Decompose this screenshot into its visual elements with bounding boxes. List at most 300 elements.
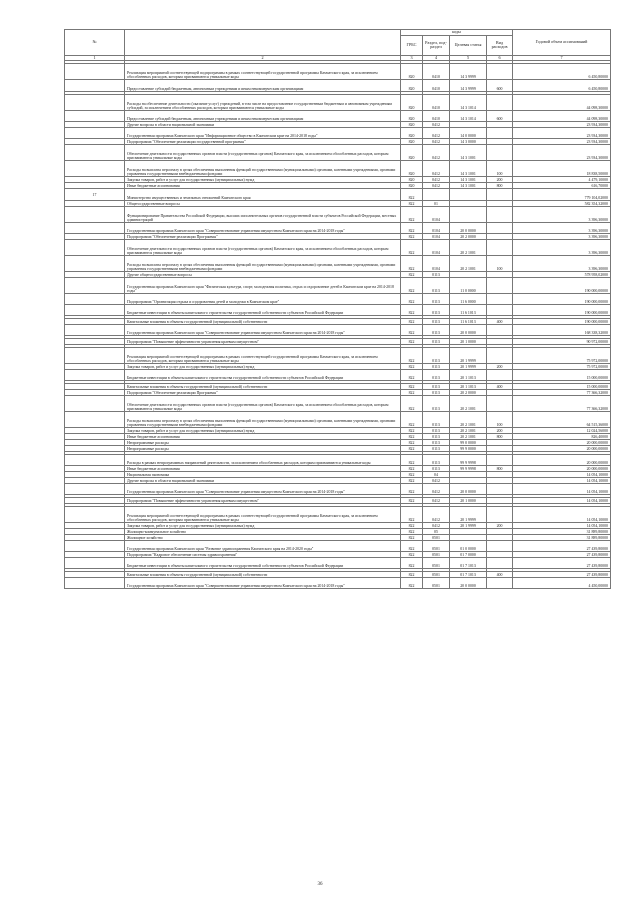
row-amount: 6 450,80000 (513, 80, 611, 92)
row-target: 14 3 1001 (450, 177, 487, 183)
table-row (65, 396, 611, 412)
row-grbs: 822 (401, 578, 423, 589)
row-number (65, 294, 125, 305)
row-section: 0412 (423, 128, 450, 139)
row-target: 20 2 1001 (450, 428, 487, 434)
row-section: 0501 (423, 535, 450, 541)
row-section: 05 (423, 529, 450, 535)
row-grbs: 822 (401, 541, 423, 552)
row-target: 20 2 1001 (450, 256, 487, 272)
row-section: 0113 (423, 339, 450, 345)
row-number (65, 80, 125, 92)
row-section: 0113 (423, 370, 450, 381)
row-number (65, 161, 125, 177)
row-section: 0410 (423, 64, 450, 80)
row-target: 20 2 0000 (450, 234, 487, 240)
row-name: Министерство имущественных и земельных отношений Камчатского края (125, 189, 401, 201)
row-target: 14 3 1014 (450, 95, 487, 111)
row-section: 0412 (423, 161, 450, 177)
table-row (65, 325, 611, 336)
table-row (65, 412, 611, 428)
row-amount: 3 396,30000 (513, 240, 611, 256)
row-target: 11 0 0000 (450, 278, 487, 294)
row-number: 17 (65, 189, 125, 201)
row-section: 0104 (423, 223, 450, 234)
row-name: Иные бюджетные ассигнования (125, 434, 401, 440)
row-grbs: 820 (401, 145, 423, 161)
table-row (65, 348, 611, 364)
row-grbs: 822 (401, 325, 423, 336)
row-grbs: 822 (401, 446, 423, 452)
header-section: Раздел, под-раздел (423, 35, 450, 55)
row-vid: 200 (487, 523, 513, 529)
row-section: 0113 (423, 466, 450, 472)
row-section: 0113 (423, 348, 450, 364)
row-amount: 44 098,30000 (513, 95, 611, 111)
row-name: Предоставление субсидий бюджетным, автономным учреждениям и иным некоммерческим организациям (125, 111, 401, 122)
row-target: 14 3 9999 (450, 64, 487, 80)
header-target: Целевая статья (450, 35, 487, 55)
row-name: Расходы на выплаты персоналу в целях обеспечения выполнения функций государственными (муниципальными) органами, казенными учреждениями, органами управления государственными внебюджетными фондами (125, 161, 401, 177)
row-grbs: 822 (401, 535, 423, 541)
row-vid (487, 305, 513, 316)
row-name: Функционирование Правительства Российской Федерации, высших исполнительных органов государственной власти субъектов Российской Федерации, местных администраций (125, 207, 401, 223)
row-name: Подпрограмма "Кадровое обеспечение системы здравоохранения" (125, 552, 401, 558)
row-number (65, 111, 125, 122)
row-target: 99 0 0000 (450, 440, 487, 446)
table-row (65, 64, 611, 80)
row-amount: 64 515,36000 (513, 412, 611, 428)
row-section: 0412 (423, 177, 450, 183)
row-target (450, 189, 487, 201)
row-grbs: 822 (401, 396, 423, 412)
row-grbs: 822 (401, 189, 423, 201)
row-grbs: 820 (401, 139, 423, 145)
header-no: № (65, 30, 125, 56)
row-name: Расходы на обеспечение деятельности (оказание услуг) учреждений, в том числе на предоставление государственным бюджетным и автономным учреждениям субсидий, за исключением обособленных расходов, которым присваиваются уникальные коды (125, 95, 401, 111)
row-amount: 27 439,80000 (513, 572, 611, 578)
row-amount: 190 000,00000 (513, 294, 611, 305)
row-name: Другие вопросы в области национальной экономики (125, 478, 401, 484)
row-vid: 400 (487, 319, 513, 325)
row-grbs: 822 (401, 278, 423, 294)
table-row (65, 370, 611, 381)
row-section: 0113 (423, 412, 450, 428)
budget-table-sheet (64, 29, 610, 589)
row-amount: 14 054,10000 (513, 484, 611, 495)
row-target: 99 9 9998 (450, 466, 487, 472)
row-grbs: 822 (401, 256, 423, 272)
colnum: 2 (125, 55, 401, 61)
row-section: 0410 (423, 80, 450, 92)
row-target: 20 0 0000 (450, 325, 487, 336)
row-amount: 3 396,30000 (513, 256, 611, 272)
table-row (65, 189, 611, 201)
row-section: 0104 (423, 234, 450, 240)
row-target: 20 2 1001 (450, 240, 487, 256)
row-name: Подпрограмма "Обеспечение реализации государственной программы" (125, 139, 401, 145)
row-target: 20 1 0000 (450, 339, 487, 345)
row-section: 0113 (423, 428, 450, 434)
row-grbs: 822 (401, 440, 423, 446)
row-name: Государственная программа Камчатского края "Совершенствование управления имуществом Камчатского края на 2014-2018 годы" (125, 223, 401, 234)
row-section: 0113 (423, 446, 450, 452)
row-vid (487, 128, 513, 139)
row-target: 20 2 1001 (450, 434, 487, 440)
row-name: Закупка товаров, работ и услуг для государственных (муниципальных) нужд (125, 428, 401, 434)
row-grbs: 822 (401, 507, 423, 523)
row-name: Жилищное хозяйство (125, 535, 401, 541)
row-amount: 14 054,10000 (513, 498, 611, 504)
row-vid (487, 348, 513, 364)
row-amount: 190 000,00000 (513, 305, 611, 316)
row-vid: 400 (487, 572, 513, 578)
row-amount: 12 024,56000 (513, 428, 611, 434)
row-amount: 14 054,10000 (513, 472, 611, 478)
row-name: Национальная экономика (125, 472, 401, 478)
row-amount: 15 000,00000 (513, 370, 611, 381)
row-number (65, 507, 125, 523)
row-number (65, 412, 125, 428)
row-number (65, 95, 125, 111)
row-name: Расходы на выплаты персоналу в целях обеспечения выполнения функций государственными (муниципальными) органами, казенными учреждениями, органами управления государственными внебюджетными фондами (125, 412, 401, 428)
row-amount: 20 000,00000 (513, 446, 611, 452)
row-number (65, 348, 125, 364)
row-amount: 23 934,30000 (513, 128, 611, 139)
row-number (65, 541, 125, 552)
row-section: 0113 (423, 440, 450, 446)
row-vid: 200 (487, 364, 513, 370)
row-grbs: 822 (401, 472, 423, 478)
row-target: 20 0 0000 (450, 484, 487, 495)
row-amount: 27 439,80000 (513, 558, 611, 569)
row-amount: 23 934,30000 (513, 139, 611, 145)
row-section: 0104 (423, 256, 450, 272)
row-vid: 200 (487, 177, 513, 183)
row-amount: 90 972,00000 (513, 339, 611, 345)
row-vid (487, 145, 513, 161)
row-section: 0412 (423, 139, 450, 145)
row-section: 0113 (423, 384, 450, 390)
header-grbs: ГРБС (401, 35, 423, 55)
row-amount: 582 354,32000 (513, 201, 611, 207)
row-section (423, 189, 450, 201)
row-grbs: 822 (401, 572, 423, 578)
row-amount: 20 000,00000 (513, 440, 611, 446)
row-grbs: 820 (401, 80, 423, 92)
row-grbs: 822 (401, 428, 423, 434)
row-vid (487, 278, 513, 294)
row-vid: 800 (487, 434, 513, 440)
row-amount: 23 934,30000 (513, 145, 611, 161)
row-target: 20 1 1013 (450, 370, 487, 381)
row-vid (487, 455, 513, 466)
row-amount: 44 098,30000 (513, 111, 611, 122)
row-target: 20 2 0000 (450, 390, 487, 396)
table-row (65, 507, 611, 523)
page-number: 36 (317, 882, 323, 887)
row-vid: 100 (487, 161, 513, 177)
row-vid (487, 294, 513, 305)
row-vid (487, 207, 513, 223)
row-number (65, 240, 125, 256)
row-number (65, 207, 125, 223)
row-number (65, 370, 125, 381)
row-vid: 600 (487, 80, 513, 92)
header-codes: коды (401, 30, 513, 36)
row-amount: 20 000,00000 (513, 455, 611, 466)
row-amount: 20 000,00000 (513, 466, 611, 472)
row-grbs: 822 (401, 339, 423, 345)
row-amount: 31 889,80000 (513, 535, 611, 541)
row-target: 20 1 9999 (450, 364, 487, 370)
row-name: Обеспечение деятельности государственных органов власти (государственных органов) Камчатского края, за исключением обособленных расходов, которым присваиваются уникальные коды (125, 240, 401, 256)
row-amount: 14 054,10000 (513, 507, 611, 523)
row-number (65, 128, 125, 139)
colnum: 3 (401, 55, 423, 61)
row-grbs: 822 (401, 478, 423, 484)
row-name: Закупка товаров, работ и услуг для государственных (муниципальных) нужд (125, 177, 401, 183)
row-grbs: 822 (401, 370, 423, 381)
row-grbs: 822 (401, 240, 423, 256)
row-section: 0412 (423, 145, 450, 161)
row-target: 11 6 1013 (450, 319, 487, 325)
row-grbs: 822 (401, 523, 423, 529)
row-name: Капитальные вложения в объекты государственной (муниципальной) собственности (125, 319, 401, 325)
row-section: 0113 (423, 434, 450, 440)
row-name: Реализация мероприятий соответствующей подпрограммы в рамках соответствующей государственной программы Камчатского края, за исключением обособленных расходов, которым присваиваются уникальные коды (125, 348, 401, 364)
row-target: 20 1 1013 (450, 384, 487, 390)
row-grbs: 820 (401, 161, 423, 177)
row-grbs: 822 (401, 201, 423, 207)
table-row (65, 80, 611, 92)
row-name: Государственная программа Камчатского края "Совершенствование управления имуществом Камчатского края на 2014-2018 годы" (125, 578, 401, 589)
row-vid (487, 396, 513, 412)
row-name: Непрограммные расходы (125, 446, 401, 452)
row-name: Подпрограмма "Обеспечение реализации Программы" (125, 234, 401, 240)
row-vid (487, 507, 513, 523)
row-grbs: 822 (401, 466, 423, 472)
row-target: 20 1 9999 (450, 348, 487, 364)
row-number (65, 578, 125, 589)
row-grbs: 820 (401, 183, 423, 189)
row-section: 0113 (423, 319, 450, 325)
row-name: Жилищно-коммунальное хозяйство (125, 529, 401, 535)
row-target: 20 1 9999 (450, 523, 487, 529)
row-section: 0412 (423, 478, 450, 484)
table-row (65, 256, 611, 272)
row-vid: 400 (487, 384, 513, 390)
row-section: 0113 (423, 396, 450, 412)
table-row (65, 578, 611, 589)
row-name: Подпрограмма "Повышение эффективности управления краевым имуществом" (125, 498, 401, 504)
row-name: Капитальные вложения в объекты государственной (муниципальной) собственности (125, 572, 401, 578)
table-row (65, 128, 611, 139)
row-target: 20 0 0000 (450, 223, 487, 234)
row-amount: 190 000,00000 (513, 319, 611, 325)
row-amount: 23 934,30000 (513, 122, 611, 128)
row-name: Государственная программа Камчатского края "Физическая культура, спорт, молодежная политика, отдых и оздоровление детей в Камчатском крае на 2014-2018 годы" (125, 278, 401, 294)
row-name: Реализация мероприятий соответствующей подпрограммы в рамках соответствующей государственной программы Камчатского края, за исключением обособленных расходов, которым присваиваются уникальные коды (125, 64, 401, 80)
row-number (65, 325, 125, 336)
row-amount: 779 104,02000 (513, 189, 611, 201)
row-section: 0501 (423, 552, 450, 558)
colnum: 5 (450, 55, 487, 61)
row-amount: 3 396,30000 (513, 234, 611, 240)
row-name: Расходы на выплаты персоналу в целях обеспечения выполнения функций государственными (муниципальными) органами, казенными учреждениями, органами управления государственными внебюджетными фондами (125, 256, 401, 272)
row-grbs: 820 (401, 111, 423, 122)
row-section: 0113 (423, 305, 450, 316)
row-grbs: 820 (401, 177, 423, 183)
row-target: 20 0 0000 (450, 578, 487, 589)
row-name: Подпрограмма "Обеспечение реализации Программы" (125, 390, 401, 396)
budget-table (64, 29, 611, 589)
row-section: 0104 (423, 240, 450, 256)
row-section: 0113 (423, 278, 450, 294)
table-row (65, 161, 611, 177)
row-grbs: 822 (401, 294, 423, 305)
row-amount: 190 000,00000 (513, 278, 611, 294)
row-amount: 4 479,10000 (513, 177, 611, 183)
row-grbs: 822 (401, 412, 423, 428)
row-section: 01 (423, 201, 450, 207)
row-target: 99 9 9998 (450, 455, 487, 466)
row-grbs: 822 (401, 223, 423, 234)
row-vid: 100 (487, 412, 513, 428)
table-row (65, 541, 611, 552)
row-grbs: 822 (401, 455, 423, 466)
row-amount: 3 396,30000 (513, 223, 611, 234)
row-name: Обеспечение деятельности государственных органов власти (государственных органов) Камчатского края, за исключением обособленных расходов, которым присваиваются уникальные коды (125, 145, 401, 161)
row-target: 01 0 0000 (450, 541, 487, 552)
row-section: 0412 (423, 122, 450, 128)
row-vid (487, 223, 513, 234)
row-name: Иные бюджетные ассигнования (125, 466, 401, 472)
row-vid (487, 64, 513, 80)
row-grbs: 822 (401, 348, 423, 364)
row-grbs: 822 (401, 305, 423, 316)
table-row (65, 294, 611, 305)
row-vid (487, 578, 513, 589)
colnum: 7 (513, 55, 611, 61)
header-amount: Годовой объем ассигнований (513, 30, 611, 56)
row-name: Бюджетные инвестиции в объекты капитального строительства государственной собственности субъектов Российской Федерации (125, 370, 401, 381)
row-name: Государственная программа Камчатского края "Информационное общество в Камчатском крае на 2014-2018 годы" (125, 128, 401, 139)
row-vid: 200 (487, 428, 513, 434)
row-target: 20 2 1001 (450, 412, 487, 428)
row-amount: 15 000,00000 (513, 384, 611, 390)
table-row (65, 278, 611, 294)
colnum: 1 (65, 55, 125, 61)
row-grbs: 822 (401, 234, 423, 240)
row-amount: 4 450,00000 (513, 578, 611, 589)
row-target: 11 6 1013 (450, 305, 487, 316)
row-grbs: 822 (401, 498, 423, 504)
row-section: 0501 (423, 572, 450, 578)
row-amount: 14 054,10000 (513, 523, 611, 529)
row-grbs: 822 (401, 484, 423, 495)
row-name: Государственная программа Камчатского края "Развитие здравоохранения Камчатского края на 2014-2020 годы" (125, 541, 401, 552)
row-number (65, 484, 125, 495)
row-amount: 168 338,32000 (513, 325, 611, 336)
row-name: Общегосударственные вопросы (125, 201, 401, 207)
row-vid (487, 541, 513, 552)
row-section: 0113 (423, 272, 450, 278)
row-amount: 77 366,32000 (513, 390, 611, 396)
colnum: 4 (423, 55, 450, 61)
row-target: 14 0 0000 (450, 128, 487, 139)
row-amount: 75 972,00000 (513, 364, 611, 370)
table-row (65, 305, 611, 316)
row-grbs: 822 (401, 552, 423, 558)
row-target: 01 7 0000 (450, 552, 487, 558)
row-name: Бюджетные инвестиции в объекты капитального строительства государственной собственности субъектов Российской Федерации (125, 305, 401, 316)
row-section: 0501 (423, 541, 450, 552)
row-grbs: 820 (401, 122, 423, 128)
row-target: 11 6 0000 (450, 294, 487, 305)
row-name: Расходы в рамках непрограммных направлений деятельности, за исключением обособленных расходов, которым присваиваются уникальные коды (125, 455, 401, 466)
row-section: 0113 (423, 364, 450, 370)
row-target: 14 3 1001 (450, 183, 487, 189)
row-vid: 800 (487, 466, 513, 472)
table-row (65, 455, 611, 466)
row-section: 0113 (423, 325, 450, 336)
row-section: 0410 (423, 95, 450, 111)
row-amount: 75 972,00000 (513, 348, 611, 364)
row-target: 14 3 0000 (450, 139, 487, 145)
row-section: 0104 (423, 207, 450, 223)
row-target: 14 3 1001 (450, 161, 487, 177)
row-section: 0501 (423, 578, 450, 589)
row-amount: 616,70000 (513, 183, 611, 189)
row-amount: 27 439,80000 (513, 552, 611, 558)
row-vid (487, 189, 513, 201)
row-section: 0412 (423, 183, 450, 189)
row-amount: 14 054,10000 (513, 478, 611, 484)
row-target: 99 9 0000 (450, 446, 487, 452)
row-target (450, 207, 487, 223)
row-amount: 826,40000 (513, 434, 611, 440)
row-section: 0113 (423, 455, 450, 466)
row-target: 14 3 9999 (450, 80, 487, 92)
row-name: Закупка товаров, работ и услуг для государственных (муниципальных) нужд (125, 523, 401, 529)
row-target: 01 7 1013 (450, 558, 487, 569)
row-grbs: 822 (401, 529, 423, 535)
row-target: 20 1 0000 (450, 498, 487, 504)
row-vid (487, 558, 513, 569)
row-target: 01 7 1013 (450, 572, 487, 578)
table-row (65, 484, 611, 495)
row-name: Обеспечение деятельности государственных органов власти (государственных органов) Камчатского края, за исключением обособленных расходов, которым присваиваются уникальные коды (125, 396, 401, 412)
table-header (65, 30, 611, 61)
row-grbs: 820 (401, 64, 423, 80)
row-section: 0113 (423, 390, 450, 396)
row-target: 20 2 1001 (450, 396, 487, 412)
row-grbs: 822 (401, 384, 423, 390)
row-amount: 27 439,80000 (513, 541, 611, 552)
table-row (65, 111, 611, 122)
row-amount: 18 838,50000 (513, 161, 611, 177)
row-name: Бюджетные инвестиции в объекты капитального строительства государственной собственности субъектов Российской Федерации (125, 558, 401, 569)
row-amount: 31 889,80000 (513, 529, 611, 535)
row-vid (487, 325, 513, 336)
row-number (65, 305, 125, 316)
row-name: Подпрограмма "Повышение эффективности управления краевым имуществом" (125, 339, 401, 345)
row-name: Другие общегосударственные вопросы (125, 272, 401, 278)
row-grbs: 822 (401, 207, 423, 223)
row-section: 0412 (423, 523, 450, 529)
row-target: 14 3 1001 (450, 145, 487, 161)
